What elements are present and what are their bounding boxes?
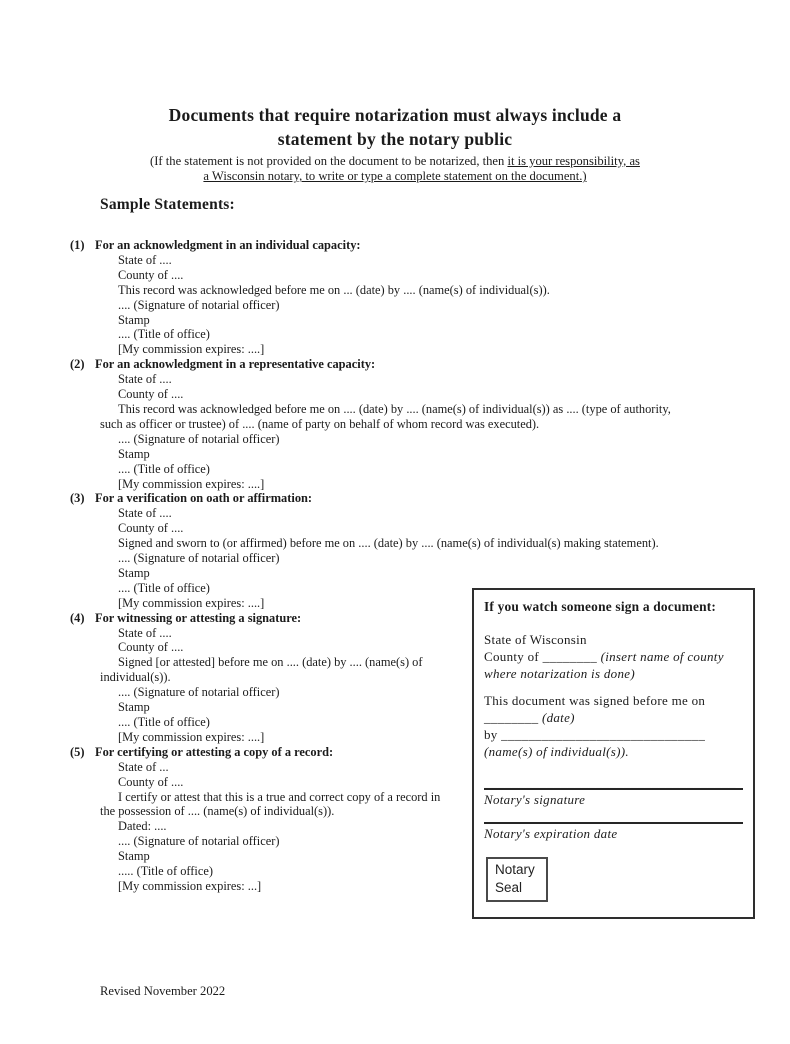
document-subtitle bbox=[70, 154, 720, 184]
seal-line-2: Seal bbox=[495, 880, 523, 895]
expiration-rule bbox=[484, 822, 743, 824]
box-text-line bbox=[484, 648, 743, 665]
title-line-2: statement by the notary public bbox=[277, 129, 513, 149]
statement-line: Stamp bbox=[118, 565, 150, 580]
signature-rule bbox=[484, 788, 743, 790]
box-text-line bbox=[484, 692, 743, 709]
document-header bbox=[70, 103, 720, 184]
statement-line: Stamp bbox=[118, 446, 150, 461]
statement-line: State of .... bbox=[118, 506, 172, 521]
statement-heading bbox=[70, 238, 730, 253]
statement-line: .... (Title of office) bbox=[118, 461, 210, 476]
statement-number: (3) bbox=[70, 491, 85, 506]
box-text-line bbox=[484, 631, 743, 648]
statement-heading-text: For an acknowledgment in an individual capacity: bbox=[95, 238, 361, 252]
statement-line: County of .... bbox=[118, 521, 184, 536]
statement-item bbox=[70, 238, 730, 357]
box-text-segment: ________ bbox=[484, 710, 542, 725]
notary-statement-box bbox=[472, 588, 755, 919]
statement-line: Dated: .... bbox=[118, 819, 167, 834]
box-text-line bbox=[484, 726, 743, 743]
statement-line: State of .... bbox=[118, 372, 172, 387]
statement-line: such as officer or trustee) of .... (name of party on behalf of whom record was executed). bbox=[100, 416, 540, 431]
statement-line: State of ... bbox=[118, 759, 169, 774]
statement-number: (4) bbox=[70, 610, 85, 625]
notary-signature-label: Notary's signature bbox=[484, 792, 586, 807]
statement-heading-text: For certifying or attesting a copy of a record: bbox=[95, 744, 334, 759]
document-title bbox=[70, 103, 720, 151]
statement-heading-text: For witnessing or attesting a signature: bbox=[95, 610, 302, 625]
statement-line: This record was acknowledged before me on .... (date) by .... (name(s) of individual(s)) as .... (type of authority, bbox=[118, 401, 671, 416]
revision-note: Revised November 2022 bbox=[100, 984, 226, 998]
statement-line: .... (Title of office) bbox=[118, 580, 210, 595]
statement-heading-text: For a verification on oath or affirmation: bbox=[95, 491, 313, 506]
statement-line: [My commission expires: ....] bbox=[118, 595, 265, 610]
statement-number: (1) bbox=[70, 238, 85, 252]
subtitle-line-1 bbox=[70, 154, 720, 169]
box-italic-segment: (name(s) of individual(s)). bbox=[484, 744, 629, 759]
statement-line: County of .... bbox=[118, 774, 184, 789]
statement-line: [My commission expires: ....] bbox=[118, 476, 265, 491]
box-italic-segment: (date) bbox=[541, 710, 575, 725]
statement-heading bbox=[70, 357, 730, 372]
statement-line: .... (Signature of notarial officer) bbox=[118, 431, 280, 446]
seal-line-1: Notary bbox=[495, 862, 535, 877]
notary-box-heading: If you watch someone sign a document: bbox=[484, 599, 717, 614]
box-text-line bbox=[484, 665, 743, 682]
box-text-segment: This document was signed before me on bbox=[484, 693, 706, 708]
statement-line: Signed [or attested] before me on .... (date) by .... (name(s) of bbox=[118, 655, 423, 670]
subtitle-line-2: a Wisconsin notary, to write or type a complete statement on the document.) bbox=[203, 169, 587, 184]
statement-number: (5) bbox=[70, 744, 85, 759]
statement-line: Signed and sworn to (or affirmed) before me on .... (date) by .... (name(s) of individual(s) making statement). bbox=[118, 536, 659, 551]
statement-line: Stamp bbox=[118, 312, 150, 327]
subtitle-underlined-text: it is your responsibility, as bbox=[507, 154, 640, 168]
notary-expiration-label: Notary's expiration date bbox=[484, 826, 618, 841]
statement-number: (2) bbox=[70, 357, 85, 372]
statement-line: ..... (Title of office) bbox=[118, 864, 213, 879]
statement-item bbox=[70, 357, 730, 491]
statement-line: Stamp bbox=[118, 849, 150, 864]
box-text-segment: County of ________ bbox=[484, 649, 598, 664]
statement-line: [My commission expires: ....] bbox=[118, 342, 265, 357]
statement-line: County of .... bbox=[118, 387, 184, 402]
statement-line: County of .... bbox=[118, 640, 184, 655]
statement-heading-text: For an acknowledgment in a representative capacity: bbox=[95, 357, 376, 372]
statement-line: This record was acknowledged before me on ... (date) by .... (name(s) of individual(s)). bbox=[118, 282, 550, 297]
title-line-1: Documents that require notarization must always include a bbox=[168, 105, 622, 125]
statement-line: State of .... bbox=[118, 625, 172, 640]
statement-line: .... (Signature of notarial officer) bbox=[118, 834, 280, 849]
statement-line: .... (Signature of notarial officer) bbox=[118, 685, 280, 700]
statement-line: individual(s)). bbox=[100, 670, 171, 685]
notary-box-body bbox=[484, 631, 743, 760]
box-text-line bbox=[484, 743, 743, 760]
statement-line: [My commission expires: ....] bbox=[118, 729, 265, 744]
box-text-segment: by ______________________________ bbox=[484, 727, 706, 742]
box-italic-segment: (insert name of county bbox=[597, 649, 724, 664]
signature-blank-line: ____________________________________ bbox=[484, 777, 736, 788]
statement-line: Stamp bbox=[118, 700, 150, 715]
statement-line: [My commission expires: ...] bbox=[118, 878, 262, 893]
box-blank-line bbox=[484, 682, 743, 692]
subtitle-normal-text: (If the statement is not provided on the document to be notarized, then bbox=[150, 154, 508, 168]
statement-line: .... (Signature of notarial officer) bbox=[118, 297, 280, 312]
statement-heading bbox=[70, 491, 730, 506]
statement-line: I certify or attest that this is a true and correct copy of a record in bbox=[118, 789, 441, 804]
statement-line: the possession of .... (name(s) of individual(s)). bbox=[100, 804, 335, 819]
statement-line: .... (Signature of notarial officer) bbox=[118, 551, 280, 566]
box-text-segment: State of Wisconsin bbox=[484, 632, 587, 647]
box-text-line bbox=[484, 709, 743, 726]
statement-line: County of .... bbox=[118, 267, 184, 282]
statement-line: State of .... bbox=[118, 252, 172, 267]
statement-line: .... (Title of office) bbox=[118, 327, 210, 342]
sample-statements-heading: Sample Statements: bbox=[100, 196, 235, 213]
box-italic-segment: where notarization is done) bbox=[484, 666, 635, 681]
statement-line: .... (Title of office) bbox=[118, 715, 210, 729]
notary-seal-box bbox=[486, 857, 548, 902]
